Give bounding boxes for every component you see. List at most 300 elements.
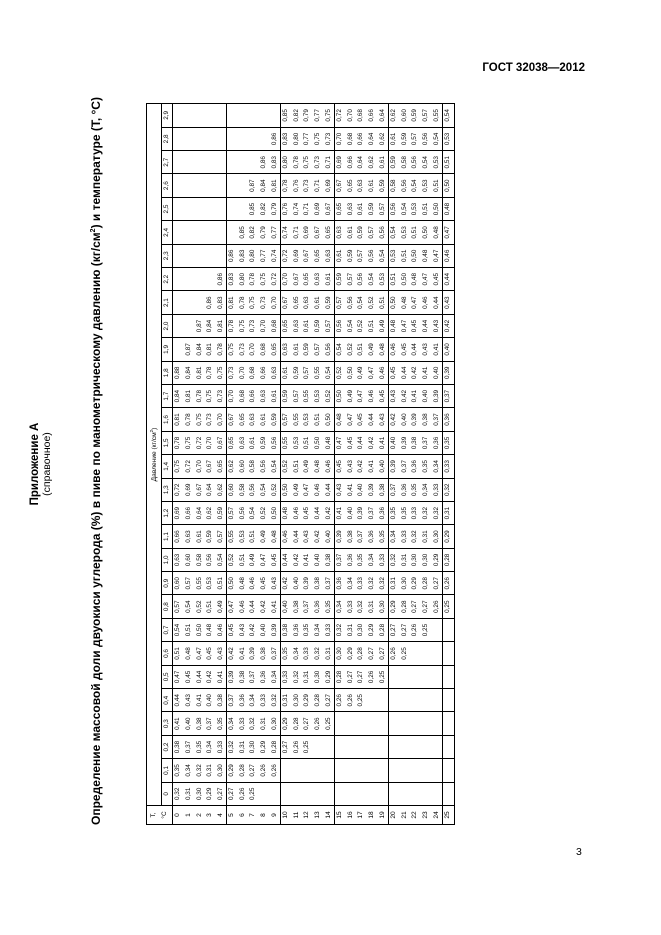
co2-value-cell: 0,45: [335, 455, 346, 478]
co2-value-cell: 0,47: [346, 408, 357, 431]
co2-value-cell: [281, 782, 292, 805]
co2-value-cell: 0,69: [313, 197, 324, 220]
co2-value-cell: 0,27: [421, 595, 432, 618]
co2-value-cell: 0,57: [302, 361, 313, 384]
co2-value-cell: 0,63: [281, 338, 292, 361]
co2-value-cell: 0,70: [259, 314, 270, 337]
co2-value-cell: 0,46: [378, 361, 389, 384]
co2-value-cell: 0,73: [313, 151, 324, 174]
co2-value-cell: 0,56: [410, 151, 421, 174]
co2-value-cell: 0,30: [248, 735, 259, 758]
co2-value-cell: 0,84: [259, 174, 270, 197]
co2-value-cell: 0,61: [270, 384, 281, 407]
co2-value-cell: 0,68: [346, 127, 357, 150]
co2-value-cell: 0,59: [324, 291, 335, 314]
pressure-value: 2,2: [161, 268, 173, 291]
co2-value-cell: [335, 712, 346, 735]
co2-value-cell: 0,42: [227, 642, 238, 665]
co2-value-cell: 0,75: [184, 431, 195, 454]
appendix-heading: [29, 103, 53, 825]
co2-value-cell: [173, 338, 184, 361]
co2-value-cell: 0,77: [302, 127, 313, 150]
pressure-value: 1,6: [161, 408, 173, 431]
co2-value-cell: 0,26: [270, 759, 281, 782]
co2-value-cell: 0,46: [281, 525, 292, 548]
temperature-cell: 12: [302, 806, 313, 825]
co2-value-cell: 0,54: [324, 361, 335, 384]
pressure-value: 2,1: [161, 291, 173, 314]
co2-value-cell: 0,63: [184, 525, 195, 548]
co2-value-cell: 0,53: [410, 197, 421, 220]
co2-value-cell: 0,74: [270, 244, 281, 267]
table-row: [421, 104, 432, 825]
co2-value-cell: [173, 104, 184, 128]
co2-value-cell: 0,25: [324, 712, 335, 735]
co2-value-cell: 0,45: [378, 384, 389, 407]
co2-value-cell: [356, 759, 367, 782]
co2-value-cell: [432, 782, 443, 805]
co2-value-cell: 0,32: [292, 665, 303, 688]
co2-value-cell: 0,37: [389, 478, 400, 501]
co2-value-cell: 0,32: [227, 735, 238, 758]
co2-value-cell: 0,47: [432, 244, 443, 267]
co2-value-cell: [194, 197, 205, 220]
co2-value-cell: 0,31: [367, 595, 378, 618]
co2-value-cell: [205, 268, 216, 291]
co2-value-cell: 0,44: [410, 338, 421, 361]
temperature-cell: 20: [389, 806, 400, 825]
co2-value-cell: [389, 689, 400, 712]
co2-value-cell: 0,34: [389, 525, 400, 548]
co2-value-cell: 0,48: [389, 314, 400, 337]
co2-value-cell: 0,86: [259, 151, 270, 174]
co2-value-cell: [216, 244, 227, 267]
co2-value-cell: 0,51: [389, 268, 400, 291]
co2-value-cell: 0,27: [324, 689, 335, 712]
co2-value-cell: 0,78: [238, 291, 249, 314]
co2-value-cell: 0,29: [227, 759, 238, 782]
co2-value-cell: 0,31: [389, 572, 400, 595]
co2-value-cell: 0,47: [367, 361, 378, 384]
co2-value-cell: 0,52: [194, 595, 205, 618]
pressure-values-row: [161, 104, 173, 825]
co2-value-cell: 0,45: [227, 618, 238, 641]
co2-value-cell: 0,57: [421, 104, 432, 128]
co2-value-cell: 0,30: [356, 618, 367, 641]
co2-value-cell: 0,85: [281, 104, 292, 128]
table-row: [378, 104, 389, 825]
co2-value-cell: 0,61: [324, 268, 335, 291]
co2-value-cell: 0,58: [389, 174, 400, 197]
co2-value-cell: 0,39: [248, 642, 259, 665]
co2-value-cell: 0,42: [389, 408, 400, 431]
co2-value-cell: 0,65: [335, 197, 346, 220]
co2-value-cell: 0,41: [238, 642, 249, 665]
temperature-cell: 5: [227, 806, 238, 825]
co2-value-cell: 0,73: [302, 174, 313, 197]
co2-value-cell: 0,66: [248, 384, 259, 407]
co2-value-cell: 0,48: [410, 268, 421, 291]
co2-value-cell: [400, 712, 411, 735]
co2-value-cell: 0,26: [410, 618, 421, 641]
co2-value-cell: [378, 759, 389, 782]
co2-value-cell: 0,42: [205, 665, 216, 688]
co2-value-cell: [443, 735, 455, 758]
co2-value-cell: 0,35: [216, 712, 227, 735]
co2-value-cell: 0,57: [410, 127, 421, 150]
co2-value-cell: [194, 174, 205, 197]
co2-value-cell: 0,28: [443, 548, 455, 571]
co2-value-cell: [205, 174, 216, 197]
co2-value-cell: 0,65: [346, 174, 357, 197]
temperature-cell: 3: [205, 806, 216, 825]
co2-value-cell: [227, 197, 238, 220]
table-header: [147, 104, 173, 825]
co2-value-cell: [194, 221, 205, 244]
co2-value-cell: [205, 151, 216, 174]
co2-value-cell: 0,68: [356, 104, 367, 128]
co2-value-cell: 0,80: [292, 127, 303, 150]
co2-value-cell: 0,63: [324, 244, 335, 267]
co2-value-cell: 0,84: [194, 338, 205, 361]
pressure-end: ): [151, 427, 159, 430]
co2-value-cell: 0,54: [346, 314, 357, 337]
co2-value-cell: 0,48: [324, 431, 335, 454]
co2-value-cell: 0,29: [410, 572, 421, 595]
co2-value-cell: 0,35: [281, 642, 292, 665]
co2-value-cell: 0,51: [238, 548, 249, 571]
co2-value-cell: [238, 104, 249, 128]
co2-value-cell: 0,69: [184, 478, 195, 501]
co2-value-cell: 0,86: [216, 268, 227, 291]
co2-value-cell: 0,48: [443, 197, 455, 220]
co2-value-cell: 0,70: [248, 338, 259, 361]
co2-value-cell: [432, 665, 443, 688]
co2-value-cell: 0,51: [292, 455, 303, 478]
co2-value-cell: 0,72: [335, 104, 346, 128]
co2-value-cell: 0,39: [410, 408, 421, 431]
co2-value-cell: 0,45: [184, 665, 195, 688]
co2-value-cell: 0,61: [281, 361, 292, 384]
co2-value-cell: 0,59: [216, 501, 227, 524]
co2-value-cell: 0,29: [324, 665, 335, 688]
co2-value-cell: 0,61: [313, 291, 324, 314]
co2-value-cell: [205, 221, 216, 244]
co2-value-cell: 0,74: [292, 197, 303, 220]
co2-value-cell: [184, 314, 195, 337]
temperature-cell: 19: [378, 806, 389, 825]
temperature-cell: 8: [259, 806, 270, 825]
table-row: [346, 104, 357, 825]
co2-value-cell: 0,68: [238, 384, 249, 407]
co2-value-cell: [216, 197, 227, 220]
co2-value-cell: 0,41: [378, 431, 389, 454]
co2-value-cell: 0,42: [410, 361, 421, 384]
co2-value-cell: 0,56: [324, 338, 335, 361]
co2-value-cell: 0,50: [443, 174, 455, 197]
co2-value-cell: 0,55: [194, 572, 205, 595]
co2-value-cell: 0,59: [302, 338, 313, 361]
co2-value-cell: [443, 689, 455, 712]
co2-value-cell: 0,34: [421, 478, 432, 501]
co2-table: [146, 103, 455, 825]
co2-value-cell: 0,65: [270, 338, 281, 361]
co2-value-cell: 0,83: [281, 127, 292, 150]
co2-value-cell: 0,56: [346, 291, 357, 314]
pressure-value: 1,9: [161, 338, 173, 361]
co2-value-cell: 0,41: [432, 338, 443, 361]
co2-value-cell: 0,46: [238, 595, 249, 618]
temperature-header: [147, 806, 173, 825]
table-row: [238, 104, 249, 825]
co2-value-cell: 0,34: [184, 759, 195, 782]
co2-value-cell: 0,75: [238, 314, 249, 337]
co2-value-cell: 0,44: [313, 501, 324, 524]
co2-value-cell: [389, 665, 400, 688]
co2-value-cell: 0,54: [432, 127, 443, 150]
co2-value-cell: 0,35: [410, 478, 421, 501]
co2-value-cell: 0,46: [313, 478, 324, 501]
co2-value-cell: 0,51: [184, 618, 195, 641]
temperature-cell: 18: [367, 806, 378, 825]
temperature-cell: 10: [281, 806, 292, 825]
co2-value-cell: 0,57: [356, 244, 367, 267]
co2-value-cell: 0,55: [292, 408, 303, 431]
co2-value-cell: 0,48: [400, 291, 411, 314]
co2-value-cell: 0,53: [205, 572, 216, 595]
co2-value-cell: 0,43: [184, 689, 195, 712]
table-row: [194, 104, 205, 825]
co2-value-cell: 0,72: [173, 478, 184, 501]
co2-value-cell: 0,25: [356, 689, 367, 712]
co2-value-cell: 0,80: [281, 151, 292, 174]
co2-value-cell: 0,41: [194, 689, 205, 712]
co2-value-cell: 0,46: [216, 618, 227, 641]
co2-value-cell: 0,33: [216, 735, 227, 758]
co2-value-cell: 0,44: [356, 431, 367, 454]
table-row: [432, 104, 443, 825]
co2-value-cell: 0,35: [194, 735, 205, 758]
co2-value-cell: 0,79: [302, 104, 313, 128]
co2-value-cell: 0,41: [410, 384, 421, 407]
co2-value-cell: 0,70: [270, 291, 281, 314]
temperature-cell: 6: [238, 806, 249, 825]
co2-value-cell: [335, 782, 346, 805]
co2-value-cell: [238, 174, 249, 197]
co2-value-cell: 0,52: [227, 548, 238, 571]
co2-value-cell: 0,33: [378, 548, 389, 571]
pressure-value: 1,5: [161, 431, 173, 454]
co2-value-cell: 0,45: [302, 501, 313, 524]
co2-value-cell: [248, 127, 259, 150]
co2-value-cell: 0,39: [367, 478, 378, 501]
co2-value-cell: [432, 735, 443, 758]
co2-value-cell: 0,69: [302, 221, 313, 244]
co2-value-cell: 0,26: [389, 642, 400, 665]
co2-value-cell: 0,38: [194, 712, 205, 735]
co2-value-cell: 0,30: [335, 642, 346, 665]
co2-value-cell: 0,55: [432, 104, 443, 128]
co2-value-cell: 0,43: [389, 384, 400, 407]
co2-value-cell: 0,37: [367, 501, 378, 524]
co2-value-cell: 0,78: [205, 361, 216, 384]
co2-value-cell: [194, 127, 205, 150]
co2-value-cell: [400, 665, 411, 688]
co2-value-cell: 0,36: [238, 689, 249, 712]
co2-value-cell: 0,45: [346, 431, 357, 454]
co2-value-cell: 0,52: [281, 455, 292, 478]
pressure-value: 0,5: [161, 665, 173, 688]
co2-value-cell: 0,52: [270, 478, 281, 501]
co2-value-cell: 0,49: [259, 525, 270, 548]
co2-value-cell: 0,81: [216, 314, 227, 337]
appendix-subtitle: (справочное): [41, 432, 53, 496]
co2-value-cell: 0,32: [443, 478, 455, 501]
co2-value-cell: 0,51: [432, 174, 443, 197]
co2-value-cell: [443, 712, 455, 735]
co2-value-cell: 0,53: [443, 127, 455, 150]
co2-value-cell: [292, 782, 303, 805]
co2-value-cell: 0,35: [173, 759, 184, 782]
co2-value-cell: 0,28: [335, 665, 346, 688]
co2-value-cell: [356, 712, 367, 735]
co2-value-cell: [346, 712, 357, 735]
co2-value-cell: 0,57: [335, 291, 346, 314]
co2-value-cell: 0,75: [302, 151, 313, 174]
co2-value-cell: 0,73: [227, 361, 238, 384]
co2-value-cell: 0,53: [238, 525, 249, 548]
co2-value-cell: 0,25: [248, 782, 259, 805]
co2-value-cell: 0,39: [335, 525, 346, 548]
table-row: [410, 104, 421, 825]
co2-value-cell: 0,63: [346, 197, 357, 220]
co2-value-cell: 0,50: [346, 361, 357, 384]
co2-value-cell: [443, 642, 455, 665]
co2-value-cell: 0,48: [313, 455, 324, 478]
co2-value-cell: [432, 712, 443, 735]
co2-value-cell: 0,28: [400, 595, 411, 618]
co2-value-cell: 0,38: [292, 595, 303, 618]
co2-value-cell: [259, 104, 270, 128]
co2-value-cell: [184, 244, 195, 267]
co2-value-cell: [270, 782, 281, 805]
co2-value-cell: 0,31: [281, 689, 292, 712]
co2-value-cell: 0,64: [194, 501, 205, 524]
co2-value-cell: 0,42: [292, 548, 303, 571]
co2-value-cell: [238, 127, 249, 150]
pressure-value: 2,9: [161, 104, 173, 128]
co2-value-cell: 0,57: [216, 525, 227, 548]
co2-value-cell: [173, 197, 184, 220]
co2-value-cell: [410, 689, 421, 712]
co2-value-cell: 0,50: [324, 408, 335, 431]
co2-value-cell: [400, 689, 411, 712]
co2-value-cell: 0,46: [443, 244, 455, 267]
co2-value-cell: 0,40: [432, 361, 443, 384]
temperature-cell: 16: [346, 806, 357, 825]
co2-value-cell: 0,78: [173, 431, 184, 454]
co2-value-cell: 0,32: [367, 572, 378, 595]
co2-value-cell: [421, 642, 432, 665]
co2-value-cell: 0,75: [259, 268, 270, 291]
co2-value-cell: [421, 782, 432, 805]
co2-value-cell: 0,31: [184, 782, 195, 805]
co2-value-cell: 0,26: [259, 759, 270, 782]
co2-value-cell: 0,31: [205, 759, 216, 782]
pressure-value: 1,2: [161, 501, 173, 524]
co2-value-cell: 0,45: [356, 408, 367, 431]
table-row: [367, 104, 378, 825]
co2-value-cell: 0,54: [356, 291, 367, 314]
co2-value-cell: 0,62: [378, 127, 389, 150]
co2-value-cell: 0,41: [367, 455, 378, 478]
co2-value-cell: 0,27: [378, 642, 389, 665]
co2-value-cell: 0,63: [173, 548, 184, 571]
co2-value-cell: 0,42: [443, 314, 455, 337]
co2-value-cell: 0,87: [194, 314, 205, 337]
co2-value-cell: 0,41: [270, 595, 281, 618]
co2-value-cell: [313, 782, 324, 805]
temperature-cell: 23: [421, 806, 432, 825]
co2-value-cell: [324, 735, 335, 758]
co2-value-cell: 0,37: [270, 642, 281, 665]
co2-value-cell: 0,59: [292, 361, 303, 384]
co2-value-cell: 0,52: [346, 338, 357, 361]
co2-value-cell: 0,54: [173, 618, 184, 641]
co2-value-cell: 0,36: [313, 595, 324, 618]
co2-value-cell: 0,75: [194, 408, 205, 431]
co2-value-cell: 0,27: [410, 595, 421, 618]
pressure-value: 2,0: [161, 314, 173, 337]
co2-value-cell: 0,61: [335, 244, 346, 267]
co2-value-cell: 0,63: [313, 268, 324, 291]
co2-value-cell: 0,31: [259, 712, 270, 735]
co2-value-cell: 0,40: [313, 548, 324, 571]
co2-value-cell: 0,59: [356, 221, 367, 244]
co2-value-cell: 0,56: [400, 174, 411, 197]
co2-value-cell: 0,35: [302, 618, 313, 641]
table-row: [270, 104, 281, 825]
co2-value-cell: 0,78: [227, 314, 238, 337]
table-row: [324, 104, 335, 825]
co2-value-cell: [367, 759, 378, 782]
co2-value-cell: [194, 268, 205, 291]
co2-value-cell: 0,38: [313, 572, 324, 595]
co2-value-cell: 0,63: [292, 314, 303, 337]
co2-value-cell: 0,35: [421, 455, 432, 478]
co2-value-cell: 0,62: [205, 501, 216, 524]
co2-value-cell: 0,67: [292, 268, 303, 291]
co2-value-cell: 0,70: [205, 431, 216, 454]
co2-value-cell: [184, 197, 195, 220]
co2-value-cell: 0,59: [378, 174, 389, 197]
co2-value-cell: 0,43: [270, 572, 281, 595]
co2-value-cell: 0,41: [173, 712, 184, 735]
co2-value-cell: 0,33: [324, 618, 335, 641]
co2-value-cell: 0,47: [443, 221, 455, 244]
co2-value-cell: 0,37: [302, 595, 313, 618]
co2-value-cell: 0,44: [421, 314, 432, 337]
co2-value-cell: [184, 151, 195, 174]
co2-value-cell: 0,28: [238, 759, 249, 782]
pressure-value: 1,4: [161, 455, 173, 478]
table-row: [216, 104, 227, 825]
co2-value-cell: 0,48: [270, 525, 281, 548]
co2-value-cell: 0,50: [270, 501, 281, 524]
co2-value-cell: 0,27: [432, 572, 443, 595]
co2-value-cell: 0,43: [216, 642, 227, 665]
co2-value-cell: 0,82: [259, 197, 270, 220]
